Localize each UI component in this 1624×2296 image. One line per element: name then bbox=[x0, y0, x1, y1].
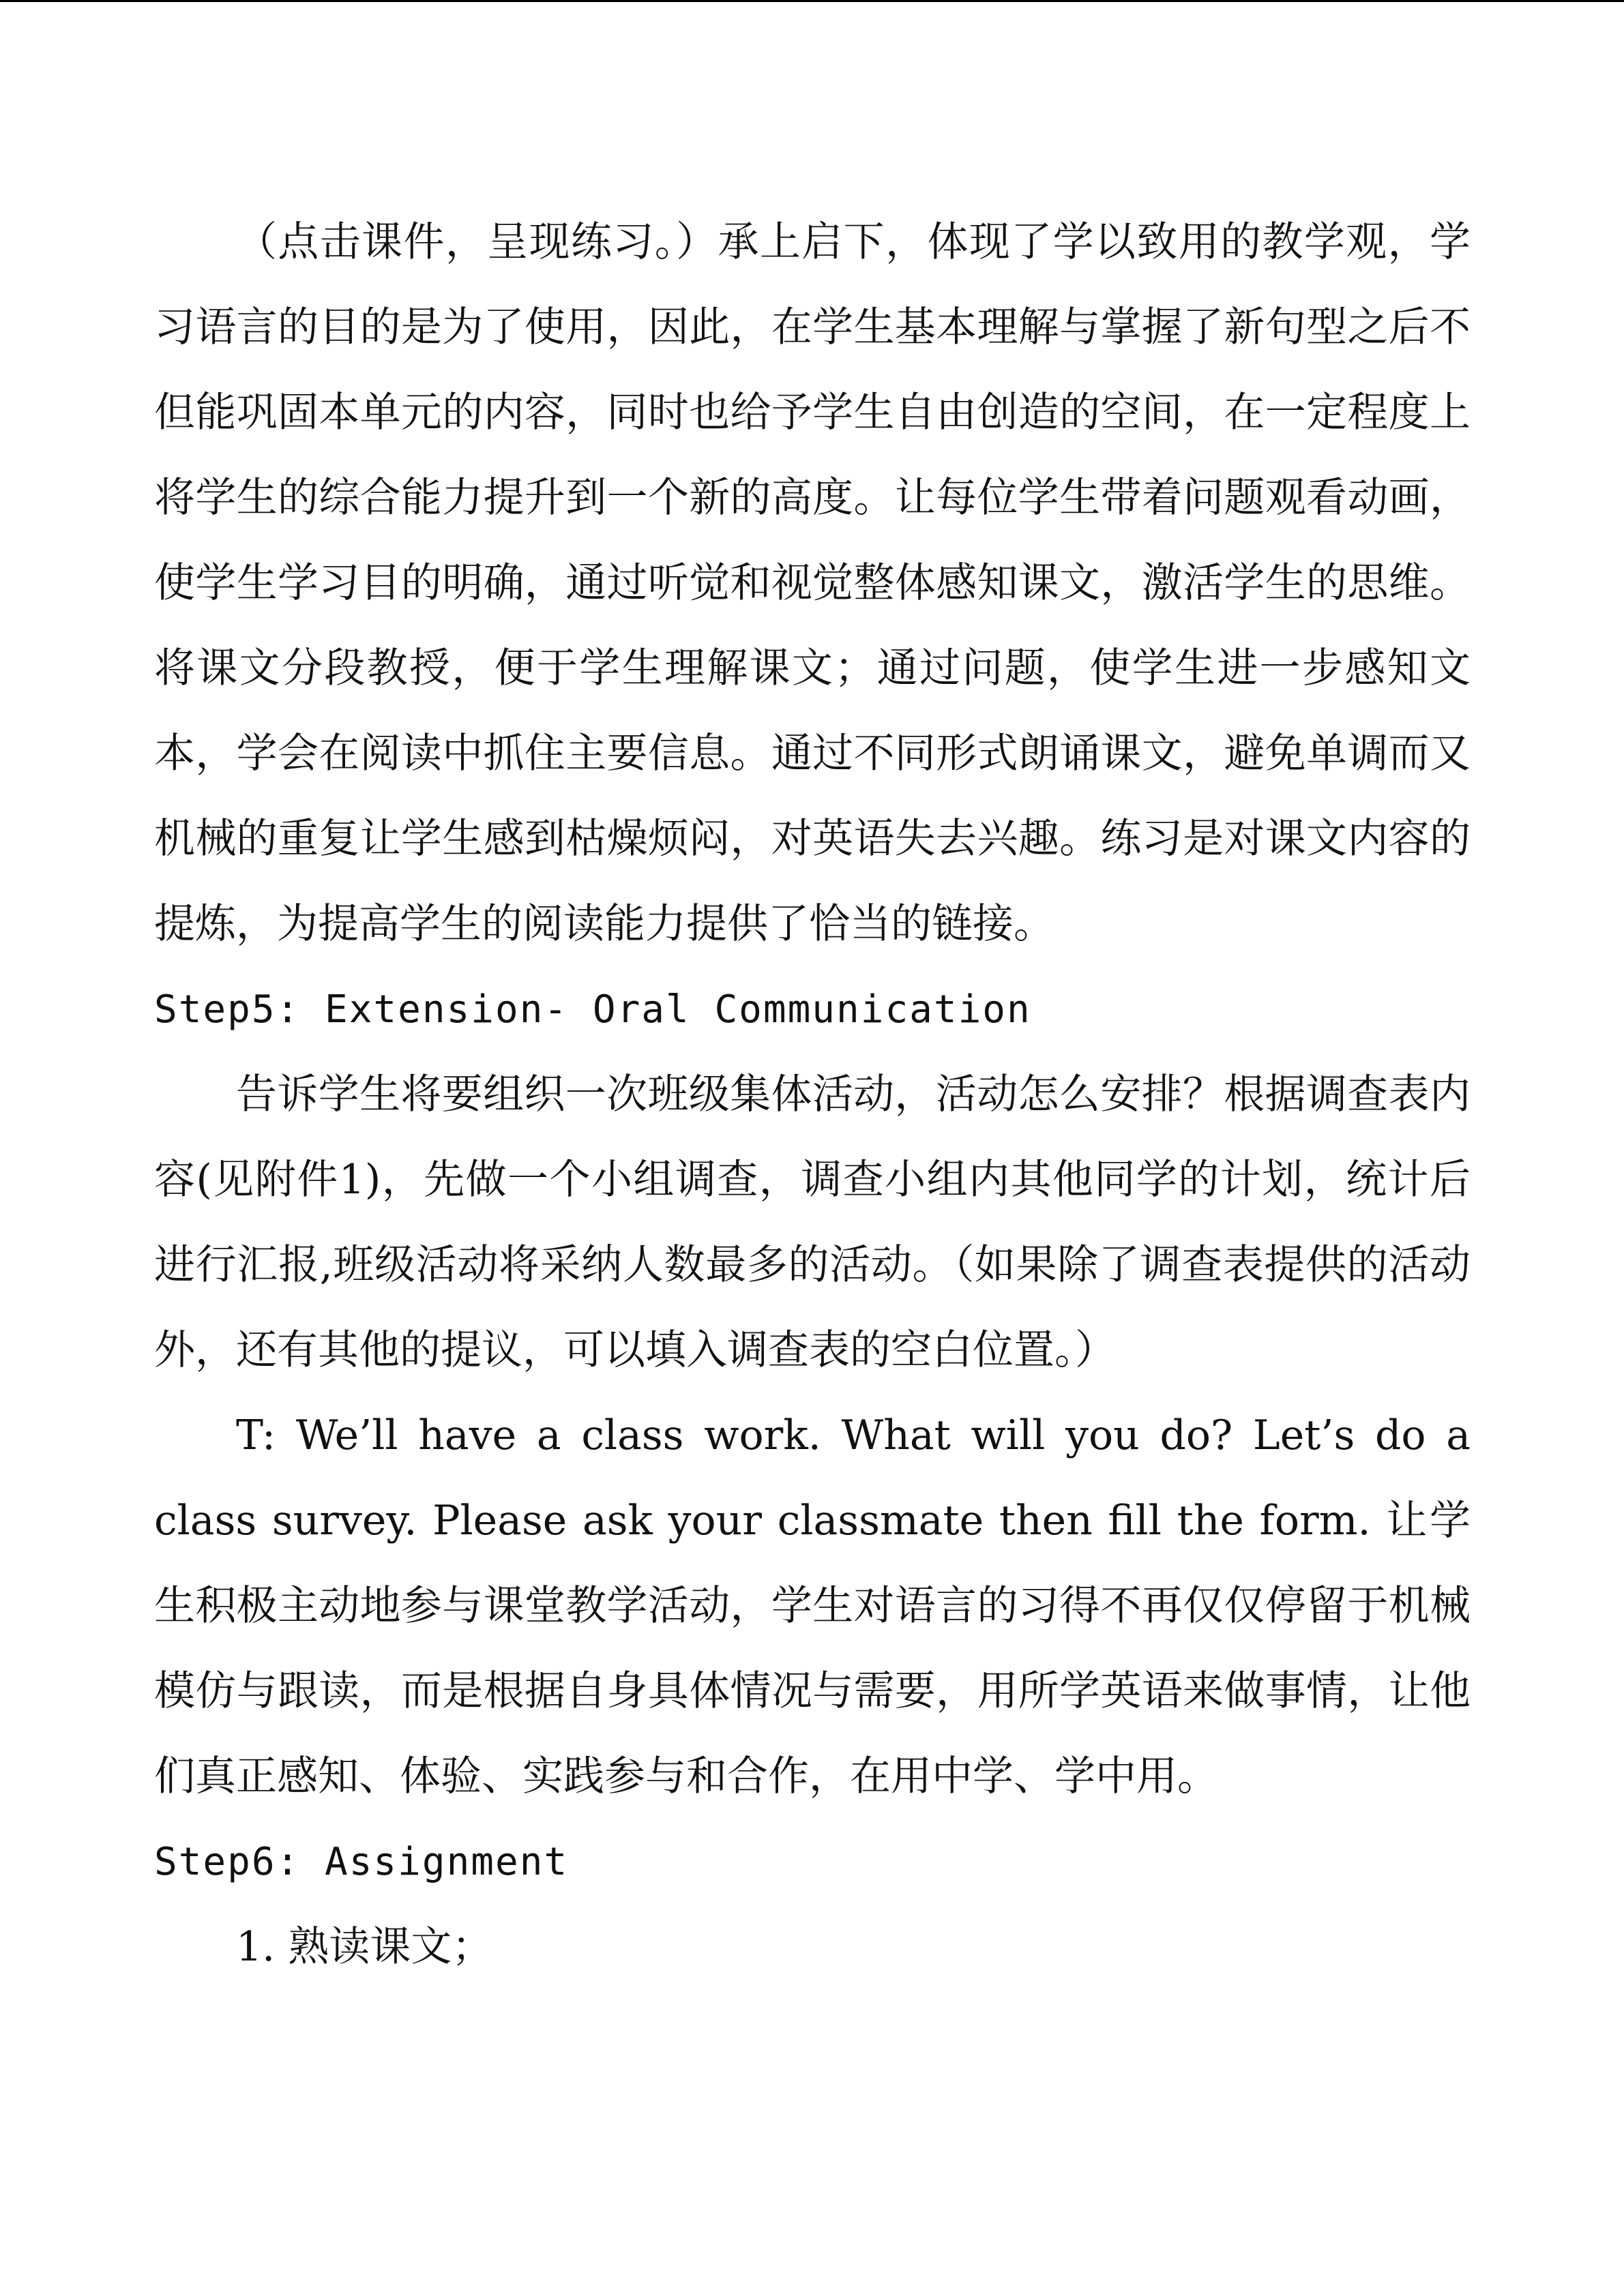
heading-step5: Step5: Extension- Oral Communication bbox=[154, 987, 1031, 1032]
assignment-list-item: 1. 熟读课文； bbox=[236, 1923, 493, 1971]
paragraph-class-survey: 告诉学生将要组织一次班级集体活动，活动怎么安排？根据调查表内容(见附件1)，先做一个小组调查，调查小组内其他同学的计划，统计后进行汇报,班级活动将采纳人数最多的活动。（如果除了调查表提供的活动外，还有其他的提议，可以填入调查表的空白位置。） bbox=[154, 1071, 1471, 1374]
document-body bbox=[154, 200, 1471, 1990]
paragraph-teaching-reflection: （点击课件，呈现练习。）承上启下，体现了学以致用的教学观，学习语言的目的是为了使用，因此，在学生基本理解与掌握了新句型之后不但能巩固本单元的内容，同时也给予学生自由创造的空间，在一定程度上将学生的综合能力提升到一个新的高度。让每位学生带着问题观看动画，使学生学习目的明确，通过听觉和视觉整体感知课文，激活学生的思维。将课文分段教授，便于学生理解课文；通过问题，使学生进一步感知文本，学会在阅读中抓住主要信息。通过不同形式朗诵课文，避免单调而又机械的重复让学生感到枯燥烦闷，对英语失去兴趣。练习是对课文内容的提炼，为提高学生的阅读能力提供了恰当的链接。 bbox=[154, 218, 1471, 948]
paragraph-teacher-dialogue: T: We’ll have a class work. What will you do? Let’s do a class survey. Please ask your classmate then fill the form. 让学生积极主动地参与课堂教学活动，学生对语言的习得不再仅仅停留于机械模仿与跟读，而是根据自身具体情况与需要，用所学英语来做事情，让他们真正感知、体验、实践参与和合作，在用中学、学中用。 bbox=[154, 1412, 1471, 1800]
heading-step6: Step6: Assignment bbox=[154, 1840, 569, 1884]
